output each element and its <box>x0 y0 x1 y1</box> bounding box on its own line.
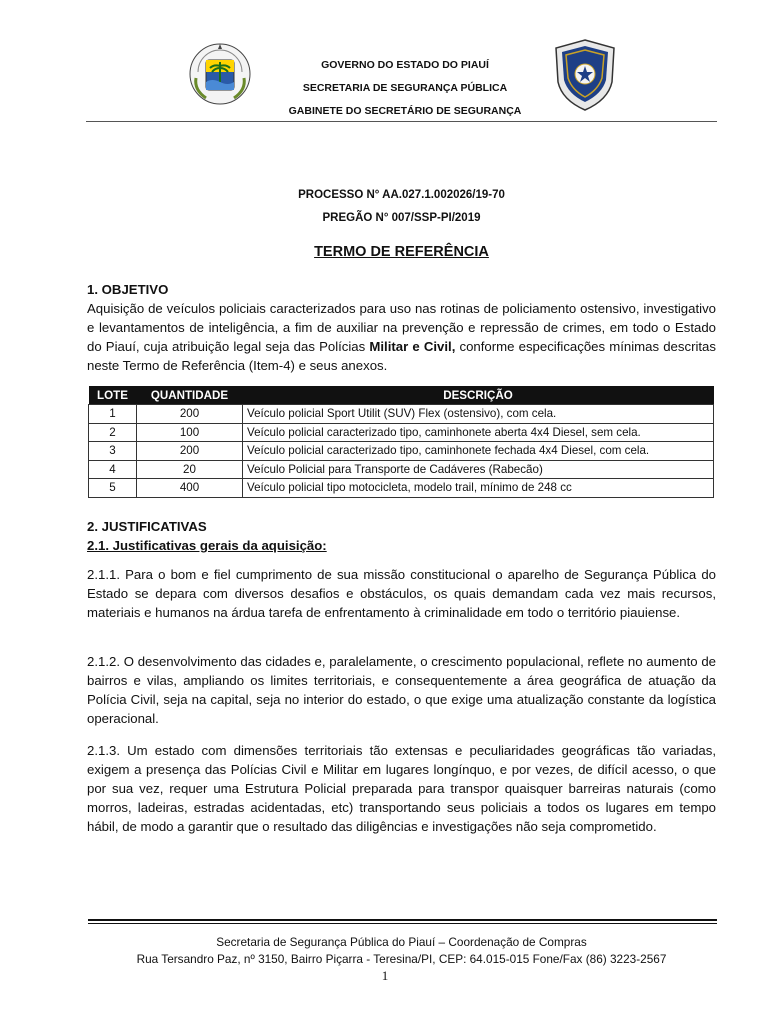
table-row <box>89 405 714 424</box>
cell-descricao: Veículo Policial para Transporte de Cadáveres (Rabecão) <box>243 460 714 479</box>
objective-text-part1: Aquisição de veículos policiais caracterizados para uso nas rotinas de policiamento ostensivo, investigativo e levantamentos de inteligência, a fim de auxiliar na prevenção e repressão de crimes, em todo o Estado do Piauí, cuja atribuição legal seja das Polícias <box>87 301 716 354</box>
table-row <box>89 423 714 442</box>
cell-lote: 4 <box>89 460 137 479</box>
cell-descricao: Veículo policial Sport Utilit (SUV) Flex (ostensivo), com cela. <box>243 405 714 424</box>
objective-heading: 1. OBJETIVO <box>87 282 169 297</box>
table-row <box>89 479 714 498</box>
process-number: PROCESSO N° AA.027.1.002026/19-70 <box>298 189 505 201</box>
cell-quantidade: 100 <box>137 423 243 442</box>
objective-text-bold: Militar e Civil, <box>369 339 456 354</box>
cell-lote: 5 <box>89 479 137 498</box>
header-lote: LOTE <box>89 386 137 405</box>
justifications-heading: 2. JUSTIFICATIVAS <box>87 519 207 534</box>
piaui-state-seal-icon <box>188 42 252 106</box>
ssp-shield-icon <box>552 38 618 112</box>
document-header <box>0 0 770 125</box>
cell-quantidade: 200 <box>137 405 243 424</box>
footer-divider-thin <box>88 923 717 924</box>
pregao-number: PREGÃO N° 007/SSP-PI/2019 <box>322 212 481 224</box>
cell-quantidade: 20 <box>137 460 243 479</box>
document-title: TERMO DE REFERÊNCIA <box>314 244 489 260</box>
paragraph-2-1-2: 2.1.2. O desenvolvimento das cidades e, paralelamente, o crescimento populacional, reflete no aumento de bairros e vilas, ampliando os limites territoriais, e consequentemente a área geográfica de atuação da Polícia Civil, seja na capital, seja no interior do estado, o que exige uma atualização constante da logística operacional. <box>87 654 716 726</box>
objective-text <box>87 299 716 375</box>
cell-quantidade: 200 <box>137 442 243 461</box>
paragraph-2-1-3: 2.1.3. Um estado com dimensões territoriais tão extensas e peculiaridades geográficas tão variadas, exigem a presença das Polícias Civil e Militar em lugares longínquo, e por vezes, de difícil acesso, o que por sua vez, requer uma Estrutura Policial preparada para transpor quaisquer barreiras naturais (como morros, ladeiras, estradas acidentadas, etc) transportando seus policiais a todos os lugares em tempo hábil, de modo a garantir que o resultado das diligências e investigações não seja comprometido. <box>87 743 716 834</box>
objective-text-part2: conforme especificações mínimas descritas neste Termo de Referência (Item-4) e seus anexos. <box>87 339 716 373</box>
footer-address: Rua Tersandro Paz, nº 3150, Bairro Piçarra - Teresina/PI, CEP: 64.015-015 Fone/Fax (86) 3223-2567 <box>136 952 667 966</box>
justifications-section <box>87 517 716 555</box>
secretariat-name: SECRETARIA DE SEGURANÇA PÚBLICA <box>302 82 508 94</box>
header-quantidade: QUANTIDADE <box>137 386 243 405</box>
document-footer <box>86 934 717 968</box>
paragraph-2-1-1: 2.1.1. Para o bom e fiel cumprimento de sua missão constitucional o aparelho de Segurança Pública do Estado se depara com diversos desafios e obstáculos, os quais demandam cada vez mais recursos, materiais e humanos na árdua tarefa de enfrentamento à criminalidade em todo o território piauiense. <box>87 567 716 620</box>
header-divider <box>86 121 717 122</box>
government-name: GOVERNO DO ESTADO DO PIAUÍ <box>321 59 489 71</box>
objective-section <box>87 280 716 375</box>
header-descricao: DESCRIÇÃO <box>243 386 714 405</box>
justifications-subheading: 2.1. Justificativas gerais da aquisição: <box>87 538 327 553</box>
cell-descricao: Veículo policial tipo motocicleta, modelo trail, mínimo de 248 cc <box>243 479 714 498</box>
cell-descricao: Veículo policial caracterizado tipo, caminhonete aberta 4x4 Diesel, sem cela. <box>243 423 714 442</box>
cell-lote: 2 <box>89 423 137 442</box>
table-row <box>89 460 714 479</box>
cell-lote: 3 <box>89 442 137 461</box>
cabinet-name: GABINETE DO SECRETÁRIO DE SEGURANÇA <box>288 105 522 117</box>
lots-table <box>88 386 714 498</box>
footer-line1: Secretaria de Segurança Pública do Piauí – Coordenação de Compras <box>216 935 587 949</box>
cell-quantidade: 400 <box>137 479 243 498</box>
page-number: 1 <box>381 968 389 983</box>
cell-lote: 1 <box>89 405 137 424</box>
cell-descricao: Veículo policial caracterizado tipo, caminhonete fechada 4x4 Diesel, com cela. <box>243 442 714 461</box>
table-header-row <box>89 386 714 405</box>
table-row <box>89 442 714 461</box>
footer-divider <box>88 919 717 921</box>
header-titles <box>260 54 550 123</box>
process-identifiers <box>86 184 717 230</box>
